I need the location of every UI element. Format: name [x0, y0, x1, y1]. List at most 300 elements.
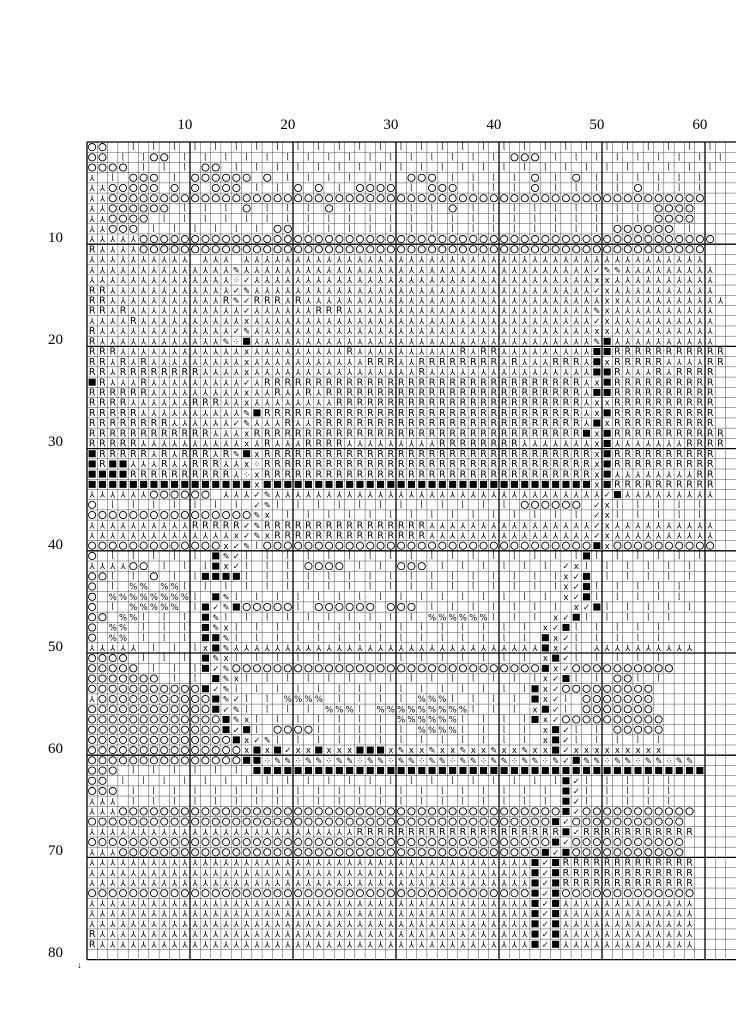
- stitch-symbol: ᥣ: [513, 552, 516, 563]
- stitch-symbol: ⅄: [480, 930, 487, 941]
- stitch-symbol: R: [469, 459, 477, 471]
- stitch-symbol: [521, 665, 528, 672]
- stitch-symbol: ⅄: [202, 930, 209, 941]
- stitch-symbol: ᥣ: [121, 153, 125, 164]
- stitch-symbol: [130, 481, 137, 488]
- stitch-symbol: R: [572, 397, 580, 409]
- stitch-symbol: ⅄: [110, 868, 116, 879]
- stitch-symbol: ⅄: [171, 398, 178, 409]
- stitch-symbol: ᥣ: [502, 633, 506, 644]
- stitch-symbol: [480, 849, 487, 856]
- stitch-symbol: ᥣ: [657, 735, 660, 746]
- stitch-symbol: ⅄: [151, 347, 157, 358]
- stitch-symbol: [264, 838, 271, 845]
- stitch-symbol: [408, 808, 415, 815]
- stitch-symbol: ✎: [222, 664, 230, 675]
- stitch-symbol: ⅄: [141, 879, 147, 890]
- stitch-symbol: ⅄: [161, 408, 167, 419]
- stitch-symbol: ⅄: [274, 357, 281, 368]
- stitch-symbol: ᥣ: [338, 735, 341, 746]
- stitch-symbol: ⅄: [192, 439, 198, 450]
- stitch-symbol: ⅄: [161, 296, 167, 307]
- stitch-symbol: ⅄: [274, 337, 281, 348]
- stitch-symbol: ⅄: [398, 347, 404, 358]
- stitch-symbol: [274, 767, 281, 774]
- stitch-symbol: ⅄: [450, 644, 456, 654]
- stitch-symbol: ᥣ: [513, 572, 516, 583]
- stitch-symbol: [212, 716, 219, 723]
- stitch-symbol: ⅄: [532, 306, 538, 317]
- stitch-symbol: ⅄: [264, 327, 270, 338]
- stitch-symbol: ⅄: [347, 286, 353, 297]
- stitch-symbol: ⅄: [491, 306, 497, 317]
- stitch-symbol: R: [397, 448, 405, 460]
- stitch-symbol: ⅄: [233, 919, 239, 930]
- stitch-symbol: ⅄: [501, 490, 507, 501]
- stitch-symbol: ⅄: [532, 644, 538, 654]
- stitch-symbol: ⅄: [656, 327, 662, 338]
- stitch-symbol: ⅄: [141, 347, 147, 358]
- stitch-symbol: R: [449, 826, 456, 838]
- stitch-symbol: ᥣ: [451, 695, 454, 706]
- stitch-symbol: [655, 767, 662, 774]
- stitch-symbol: [264, 603, 271, 610]
- stitch-symbol: R: [624, 857, 632, 869]
- stitch-symbol: R: [284, 418, 292, 430]
- stitch-symbol: [315, 246, 322, 253]
- stitch-symbol: R: [706, 448, 714, 460]
- stitch-symbol: R: [593, 867, 601, 879]
- stitch-symbol: ᥣ: [575, 204, 578, 215]
- stitch-symbol: ⅄: [223, 368, 229, 379]
- stitch-symbol: %: [170, 582, 179, 593]
- stitch-symbol: [439, 818, 446, 825]
- stitch-symbol: ᥣ: [132, 797, 135, 808]
- stitch-symbol: ᥣ: [173, 143, 176, 154]
- stitch-symbol: ᥣ: [379, 735, 382, 746]
- stitch-symbol: ⅄: [347, 276, 353, 287]
- stitch-symbol: ✓: [253, 735, 261, 746]
- stitch-symbol: x: [594, 470, 600, 481]
- stitch-symbol: ᥣ: [441, 787, 444, 798]
- stitch-symbol: [531, 174, 538, 181]
- stitch-symbol: R: [191, 459, 199, 471]
- stitch-symbol: [439, 890, 446, 897]
- stitch-symbol: ✎: [222, 603, 230, 614]
- stitch-symbol: ᥣ: [544, 143, 547, 154]
- stitch-symbol: ⅄: [573, 521, 579, 532]
- stitch-symbol: ⅄: [120, 490, 126, 501]
- stitch-symbol: ⅄: [604, 255, 610, 266]
- stitch-symbol: %: [428, 725, 437, 736]
- stitch-symbol: [89, 450, 96, 457]
- stitch-symbol: ✎: [490, 746, 498, 757]
- stitch-symbol: R: [500, 387, 508, 399]
- stitch-symbol: [192, 890, 199, 897]
- stitch-symbol: [233, 746, 240, 753]
- stitch-symbol: [274, 747, 281, 754]
- stitch-symbol: ⅄: [645, 276, 651, 287]
- stitch-symbol: [377, 747, 384, 754]
- stitch-symbol: R: [686, 418, 693, 430]
- stitch-symbol: ᥣ: [523, 797, 526, 808]
- stitch-symbol: R: [469, 407, 477, 419]
- stitch-symbol: R: [500, 418, 508, 430]
- stitch-symbol: ⅄: [666, 490, 672, 501]
- stitch-symbol: ᥣ: [204, 776, 207, 787]
- stitch-symbol: ᥣ: [142, 633, 145, 644]
- stitch-symbol: R: [377, 418, 384, 430]
- stitch-symbol: ⅄: [295, 490, 301, 501]
- stitch-symbol: [192, 849, 199, 856]
- stitch-symbol: ᥣ: [235, 787, 238, 798]
- stitch-symbol: ᥣ: [379, 592, 382, 603]
- stitch-symbol: R: [171, 367, 178, 379]
- stitch-symbol: ⅄: [202, 940, 209, 951]
- stitch-symbol: R: [480, 377, 487, 389]
- stitch-symbol: ᥣ: [616, 654, 619, 665]
- stitch-symbol: ⅄: [419, 930, 425, 941]
- stitch-symbol: ⅄: [491, 879, 497, 890]
- stitch-symbol: R: [562, 428, 570, 440]
- stitch-symbol: ✎: [232, 705, 240, 716]
- stitch-symbol: [377, 542, 384, 549]
- stitch-symbol: ⅄: [398, 368, 404, 379]
- stitch-symbol: ⅄: [645, 296, 651, 307]
- stitch-symbol: R: [366, 397, 374, 409]
- stitch-symbol: ᥣ: [472, 582, 475, 593]
- stitch-symbol: [552, 910, 559, 917]
- stitch-symbol: [99, 716, 106, 723]
- stitch-symbol: [593, 235, 600, 242]
- stitch-symbol: ⅄: [656, 470, 662, 481]
- stitch-symbol: [696, 767, 703, 774]
- stitch-symbol: ⅄: [89, 490, 95, 501]
- stitch-symbol: [398, 808, 405, 815]
- stitch-symbol: ⅄: [223, 306, 229, 317]
- stitch-symbol: x: [604, 296, 610, 307]
- stitch-symbol: [449, 184, 456, 191]
- stitch-symbol: ᥣ: [698, 173, 702, 184]
- stitch-symbol: R: [686, 397, 693, 409]
- stitch-symbol: [398, 195, 405, 202]
- stitch-symbol: ⅄: [171, 408, 178, 419]
- stitch-symbol: [521, 838, 528, 845]
- stitch-symbol: ⁘: [232, 276, 240, 287]
- stitch-symbol: x: [254, 449, 260, 460]
- stitch-symbol: [552, 726, 559, 733]
- stitch-symbol: ᥣ: [647, 797, 650, 808]
- stitch-symbol: [233, 890, 240, 897]
- stitch-symbol: ⅄: [614, 919, 621, 930]
- stitch-symbol: [253, 849, 260, 856]
- stitch-symbol: ⅄: [213, 296, 219, 307]
- stitch-symbol: ⅄: [563, 919, 569, 930]
- stitch-symbol: x: [573, 746, 579, 757]
- stitch-symbol: ᥣ: [348, 674, 351, 685]
- stitch-symbol: [346, 767, 353, 774]
- stitch-symbol: [120, 460, 127, 467]
- stitch-symbol: ⅄: [326, 286, 332, 297]
- stitch-symbol: [150, 808, 157, 815]
- stitch-symbol: [428, 246, 435, 253]
- stitch-symbol: [325, 818, 332, 825]
- stitch-symbol: ᥣ: [492, 705, 496, 716]
- stitch-symbol: ᥣ: [358, 654, 362, 665]
- stitch-symbol: R: [377, 377, 384, 389]
- stitch-symbol: ᥣ: [492, 603, 496, 614]
- stitch-symbol: ⅄: [429, 879, 435, 890]
- stitch-symbol: ⅄: [305, 276, 312, 287]
- stitch-symbol: [531, 838, 538, 845]
- stitch-symbol: [583, 767, 590, 774]
- stitch-symbol: ᥣ: [575, 654, 578, 665]
- stitch-symbol: R: [88, 346, 96, 358]
- stitch-symbol: R: [696, 387, 704, 399]
- stitch-symbol: [501, 767, 508, 774]
- stitch-symbol: ᥣ: [616, 511, 619, 522]
- stitch-symbol: ⅄: [470, 899, 476, 910]
- stitch-symbol: [305, 235, 312, 242]
- stitch-symbol: ⅄: [656, 296, 662, 307]
- stitch-symbol: ✓: [562, 562, 570, 573]
- stitch-symbol: [562, 716, 569, 723]
- stitch-symbol: ⅄: [99, 327, 106, 338]
- stitch-symbol: ⅄: [470, 337, 476, 348]
- stitch-symbol: [140, 746, 147, 753]
- stitch-symbol: [336, 603, 343, 610]
- stitch-symbol: R: [542, 407, 549, 419]
- stitch-symbol: ᥣ: [410, 184, 413, 195]
- stitch-symbol: ᥣ: [193, 592, 197, 603]
- stitch-symbol: ✎: [531, 756, 539, 767]
- stitch-symbol: ⅄: [151, 879, 157, 890]
- stitch-symbol: [573, 174, 580, 181]
- stitch-symbol: [634, 246, 641, 253]
- stitch-symbol: ⅄: [573, 531, 579, 542]
- stitch-symbol: ᥣ: [451, 552, 454, 563]
- stitch-symbol: ᥣ: [575, 511, 578, 522]
- stitch-symbol: R: [397, 520, 405, 532]
- stitch-symbol: [346, 818, 353, 825]
- stitch-symbol: [573, 716, 580, 723]
- stitch-symbol: [202, 481, 209, 488]
- stitch-symbol: [562, 481, 569, 488]
- stitch-symbol: ⅄: [429, 868, 435, 879]
- stitch-symbol: ⅄: [583, 357, 590, 368]
- stitch-symbol: [593, 389, 600, 396]
- stitch-symbol: [604, 430, 611, 437]
- stitch-symbol: ᥣ: [296, 684, 300, 695]
- stitch-symbol: [593, 542, 600, 549]
- stitch-symbol: ⅄: [357, 439, 363, 450]
- stitch-symbol: [295, 890, 302, 897]
- stitch-symbol: ⅄: [89, 214, 95, 225]
- stitch-symbol: ᥣ: [266, 214, 269, 225]
- stitch-symbol: ᥣ: [348, 776, 351, 787]
- stitch-symbol: ⅄: [491, 909, 497, 920]
- stitch-symbol: ✎: [644, 756, 652, 767]
- stitch-symbol: ᥣ: [482, 797, 485, 808]
- stitch-symbol: ⅄: [110, 644, 116, 654]
- stitch-symbol: ⅄: [501, 276, 507, 287]
- stitch-symbol: [501, 481, 508, 488]
- stitch-symbol: [593, 358, 600, 365]
- stitch-symbol: [161, 726, 168, 733]
- stitch-symbol: ⅄: [563, 940, 569, 951]
- stitch-symbol: ⅄: [419, 337, 425, 348]
- stitch-symbol: [284, 890, 291, 897]
- stitch-symbol: R: [99, 346, 106, 358]
- stitch-symbol: [119, 195, 126, 202]
- stitch-symbol: ᥣ: [173, 766, 176, 777]
- stitch-symbol: [552, 767, 559, 774]
- stitch-symbol: ⅄: [182, 337, 188, 348]
- stitch-symbol: ⅄: [347, 327, 353, 338]
- stitch-symbol: ⅄: [120, 899, 126, 910]
- stitch-symbol: [181, 736, 188, 743]
- stitch-symbol: ⅄: [604, 930, 610, 941]
- stitch-symbol: [531, 246, 538, 253]
- stitch-symbol: ᥣ: [173, 674, 176, 685]
- stitch-symbol: R: [439, 407, 446, 419]
- stitch-symbol: ⅄: [573, 930, 579, 941]
- stitch-symbol: R: [202, 520, 209, 532]
- stitch-symbol: R: [675, 418, 683, 430]
- stitch-symbol: [665, 818, 672, 825]
- stitch-symbol: ᥣ: [224, 153, 228, 164]
- stitch-symbol: ᥣ: [224, 582, 228, 593]
- stitch-symbol: ⅄: [511, 276, 518, 287]
- stitch-symbol: R: [439, 448, 446, 460]
- stitch-symbol: ⅄: [676, 265, 682, 276]
- stitch-symbol: ⅄: [316, 276, 322, 287]
- stitch-symbol: ⅄: [182, 265, 188, 276]
- stitch-symbol: ⅄: [450, 276, 456, 287]
- stitch-symbol: ✎: [624, 756, 632, 767]
- stitch-symbol: R: [665, 448, 673, 460]
- stitch-symbol: [150, 491, 157, 498]
- stitch-symbol: R: [552, 377, 559, 389]
- stitch-symbol: R: [614, 356, 621, 368]
- stitch-symbol: ᥣ: [636, 654, 640, 665]
- stitch-symbol: ⅄: [182, 827, 188, 838]
- stitch-symbol: ⅄: [141, 398, 147, 409]
- stitch-symbol: [614, 195, 621, 202]
- stitch-symbol: ⅄: [676, 337, 682, 348]
- stitch-symbol: ⅄: [151, 357, 157, 368]
- stitch-symbol: ⅄: [244, 919, 250, 930]
- stitch-symbol: R: [696, 407, 704, 419]
- stitch-symbol: ⅄: [480, 909, 487, 920]
- stitch-symbol: ⅄: [532, 265, 538, 276]
- stitch-symbol: ⅄: [645, 316, 651, 327]
- stitch-symbol: [532, 859, 539, 866]
- stitch-symbol: ᥣ: [513, 613, 516, 624]
- stitch-symbol: [119, 205, 126, 212]
- stitch-symbol: ᥣ: [667, 603, 671, 614]
- stitch-symbol: ⅄: [274, 368, 281, 379]
- stitch-symbol: ⅄: [120, 858, 126, 869]
- stitch-symbol: R: [88, 367, 96, 379]
- stitch-symbol: ⅄: [357, 919, 363, 930]
- stitch-symbol: ⅄: [676, 521, 682, 532]
- stitch-symbol: ⅄: [182, 521, 188, 532]
- stitch-symbol: R: [88, 356, 96, 368]
- stitch-symbol: ⅄: [274, 276, 281, 287]
- stitch-symbol: ⅄: [532, 357, 538, 368]
- stitch-symbol: ⅄: [388, 644, 394, 654]
- stitch-symbol: ✎: [603, 265, 611, 276]
- stitch-symbol: [212, 235, 219, 242]
- stitch-symbol: ⅄: [563, 337, 569, 348]
- stitch-symbol: [655, 890, 662, 897]
- stitch-symbol: ⅄: [192, 265, 198, 276]
- stitch-symbol: ⅄: [213, 531, 219, 542]
- stitch-symbol: ᥣ: [245, 562, 248, 573]
- stitch-symbol: ⅄: [377, 347, 384, 358]
- stitch-symbol: [346, 246, 353, 253]
- stitch-symbol: ⅄: [151, 930, 157, 941]
- stitch-symbol: ᥣ: [183, 204, 187, 215]
- stitch-symbol: ᥣ: [410, 613, 413, 624]
- stitch-symbol: R: [706, 387, 714, 399]
- stitch-symbol: [428, 665, 435, 672]
- stitch-symbol: [408, 542, 415, 549]
- stitch-symbol: [614, 235, 621, 242]
- stitch-symbol: R: [387, 356, 395, 368]
- stitch-symbol: ⅄: [264, 316, 270, 327]
- stitch-symbol: R: [325, 448, 333, 460]
- stitch-symbol: R: [119, 407, 127, 419]
- stitch-symbol: [439, 665, 446, 672]
- stitch-symbol: %: [448, 613, 457, 624]
- stitch-symbol: R: [645, 867, 652, 879]
- stitch-symbol: ⅄: [377, 909, 384, 920]
- stitch-symbol: ᥣ: [193, 603, 197, 614]
- stitch-symbol: [305, 838, 312, 845]
- stitch-symbol: ᥣ: [472, 184, 475, 195]
- stitch-symbol: ᥣ: [327, 572, 331, 583]
- stitch-symbol: ᥣ: [399, 787, 403, 798]
- stitch-symbol: x: [244, 460, 250, 471]
- stitch-symbol: [119, 706, 126, 713]
- stitch-symbol: ⅄: [110, 235, 116, 246]
- stitch-symbol: ᥣ: [389, 613, 393, 624]
- stitch-symbol: ⅄: [480, 327, 487, 338]
- stitch-symbol: ᥣ: [626, 143, 629, 154]
- stitch-symbol: R: [675, 367, 683, 379]
- stitch-symbol: ᥣ: [286, 613, 290, 624]
- stitch-symbol: ᥣ: [389, 214, 393, 225]
- stitch-symbol: ᥣ: [389, 511, 393, 522]
- stitch-symbol: R: [490, 826, 498, 838]
- stitch-symbol: ⅄: [141, 827, 147, 838]
- stitch-symbol: ᥣ: [235, 224, 238, 235]
- stitch-symbol: ⅄: [501, 296, 507, 307]
- stitch-symbol: ✓: [562, 654, 570, 665]
- stitch-symbol: ⅄: [171, 419, 178, 430]
- stitch-symbol: ᥣ: [348, 613, 351, 624]
- stitch-symbol: ᥣ: [441, 623, 444, 634]
- stitch-symbol: ⅄: [480, 858, 487, 869]
- stitch-symbol: ᥣ: [523, 684, 526, 695]
- stitch-symbol: R: [500, 438, 508, 450]
- stitch-symbol: ⅄: [110, 327, 116, 338]
- stitch-symbol: ⅄: [171, 357, 178, 368]
- stitch-symbol: ⅄: [377, 316, 384, 327]
- stitch-symbol: ᥣ: [163, 562, 166, 573]
